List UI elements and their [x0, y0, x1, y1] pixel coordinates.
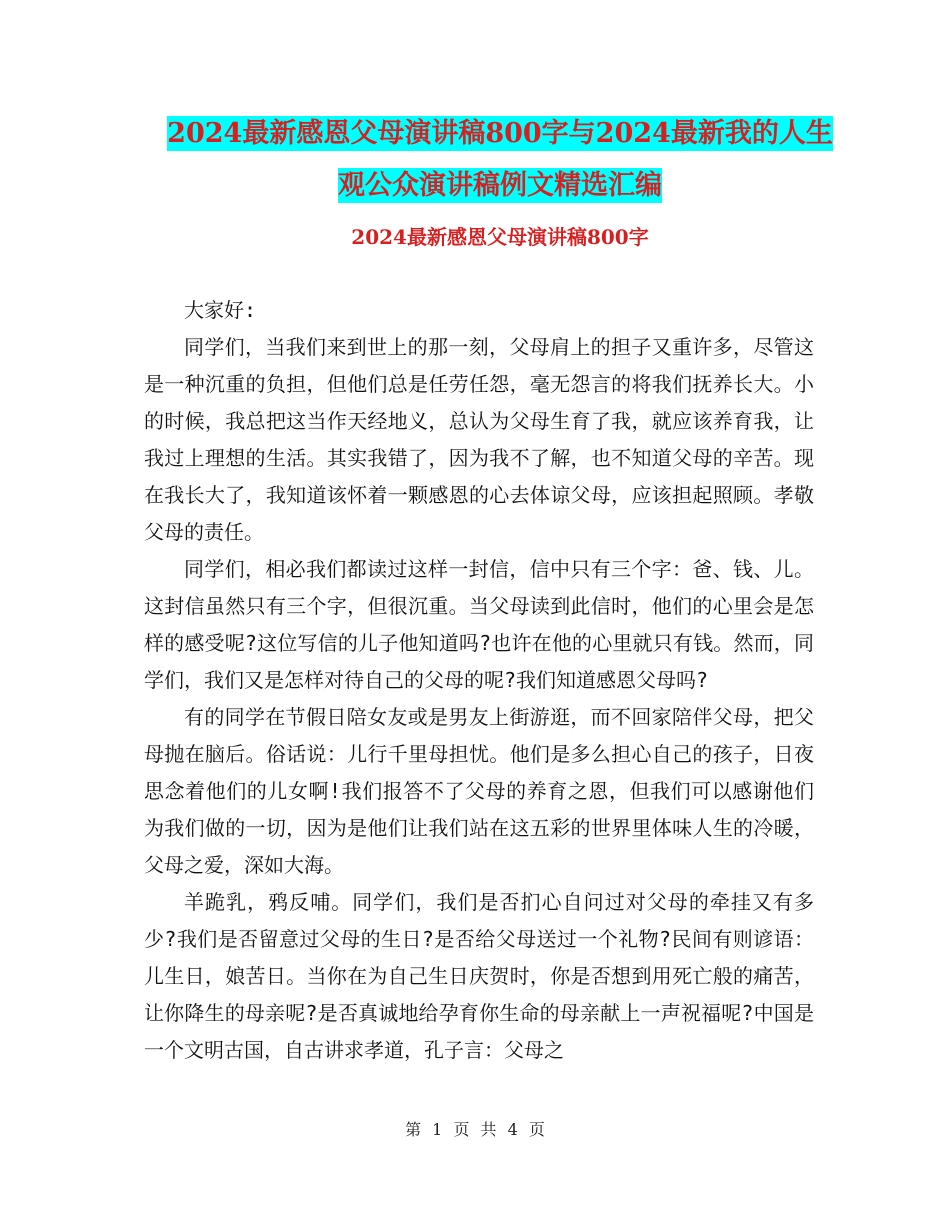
document-title-line-1: 2024最新感恩父母演讲稿800字与2024最新我的人生 — [167, 118, 833, 149]
paragraph: 有的同学在节假日陪女友或是男友上街游逛，而不回家陪伴父母，把父母抛在脑后。俗话说：儿行千里母担忧。他们是多么担心自己的孩子，日夜思念着他们的儿女啊!我们报答不了父母的养育之恩，但我们可以感谢他们为我们做的一切，因为是他们让我们站在这五彩的世界里体味人生的冷暖，父母之爱，深如大海。 — [144, 705, 814, 877]
paragraph: 同学们，相必我们都读过这样一封信，信中只有三个字：爸、钱、儿。这封信虽然只有三个字，但很沉重。当父母读到此信时，他们的心里会是怎样的感受呢?这位写信的儿子他知道吗?也许在他的心里就只有钱。然而，同学们，我们又是怎样对待自己的父母的呢?我们知道感恩父母吗? — [144, 557, 814, 692]
page-number-footer: 第 1 页 共 4 页 — [405, 1120, 545, 1139]
paragraph-greeting: 大家好: — [184, 298, 257, 322]
document-title-line-2: 观公众演讲稿例文精选汇编 — [338, 170, 662, 201]
document-body — [144, 292, 814, 1069]
paragraph: 同学们，当我们来到世上的那一刻，父母肩上的担子又重许多，尽管这是一种沉重的负担，但他们总是任劳任怨，毫无怨言的将我们抚养长大。小的时候，我总把这当作天经地义，总认为父母生育了我，就应该养育我，让我过上理想的生活。其实我错了，因为我不了解，也不知道父母的辛苦。现在我长大了，我知道该怀着一颗感恩的心去体谅父母，应该担起照顾。孝敬父母的责任。 — [144, 335, 814, 544]
document-title — [140, 108, 860, 212]
paragraph: 羊跪乳，鸦反哺。同学们，我们是否扪心自问过对父母的牵挂又有多少?我们是否留意过父母的生日?是否给父母送过一个礼物?民间有则谚语：儿生日，娘苦日。当你在为自己生日庆贺时，你是否想到用死亡般的痛苦，让你降生的母亲呢?是否真诚地给孕育你生命的母亲献上一声祝福呢?中国是一个文明古国，自古讲求孝道，孔子言：父母之 — [144, 890, 814, 1062]
section-title: 2024最新感恩父母演讲稿800字 — [351, 225, 649, 249]
